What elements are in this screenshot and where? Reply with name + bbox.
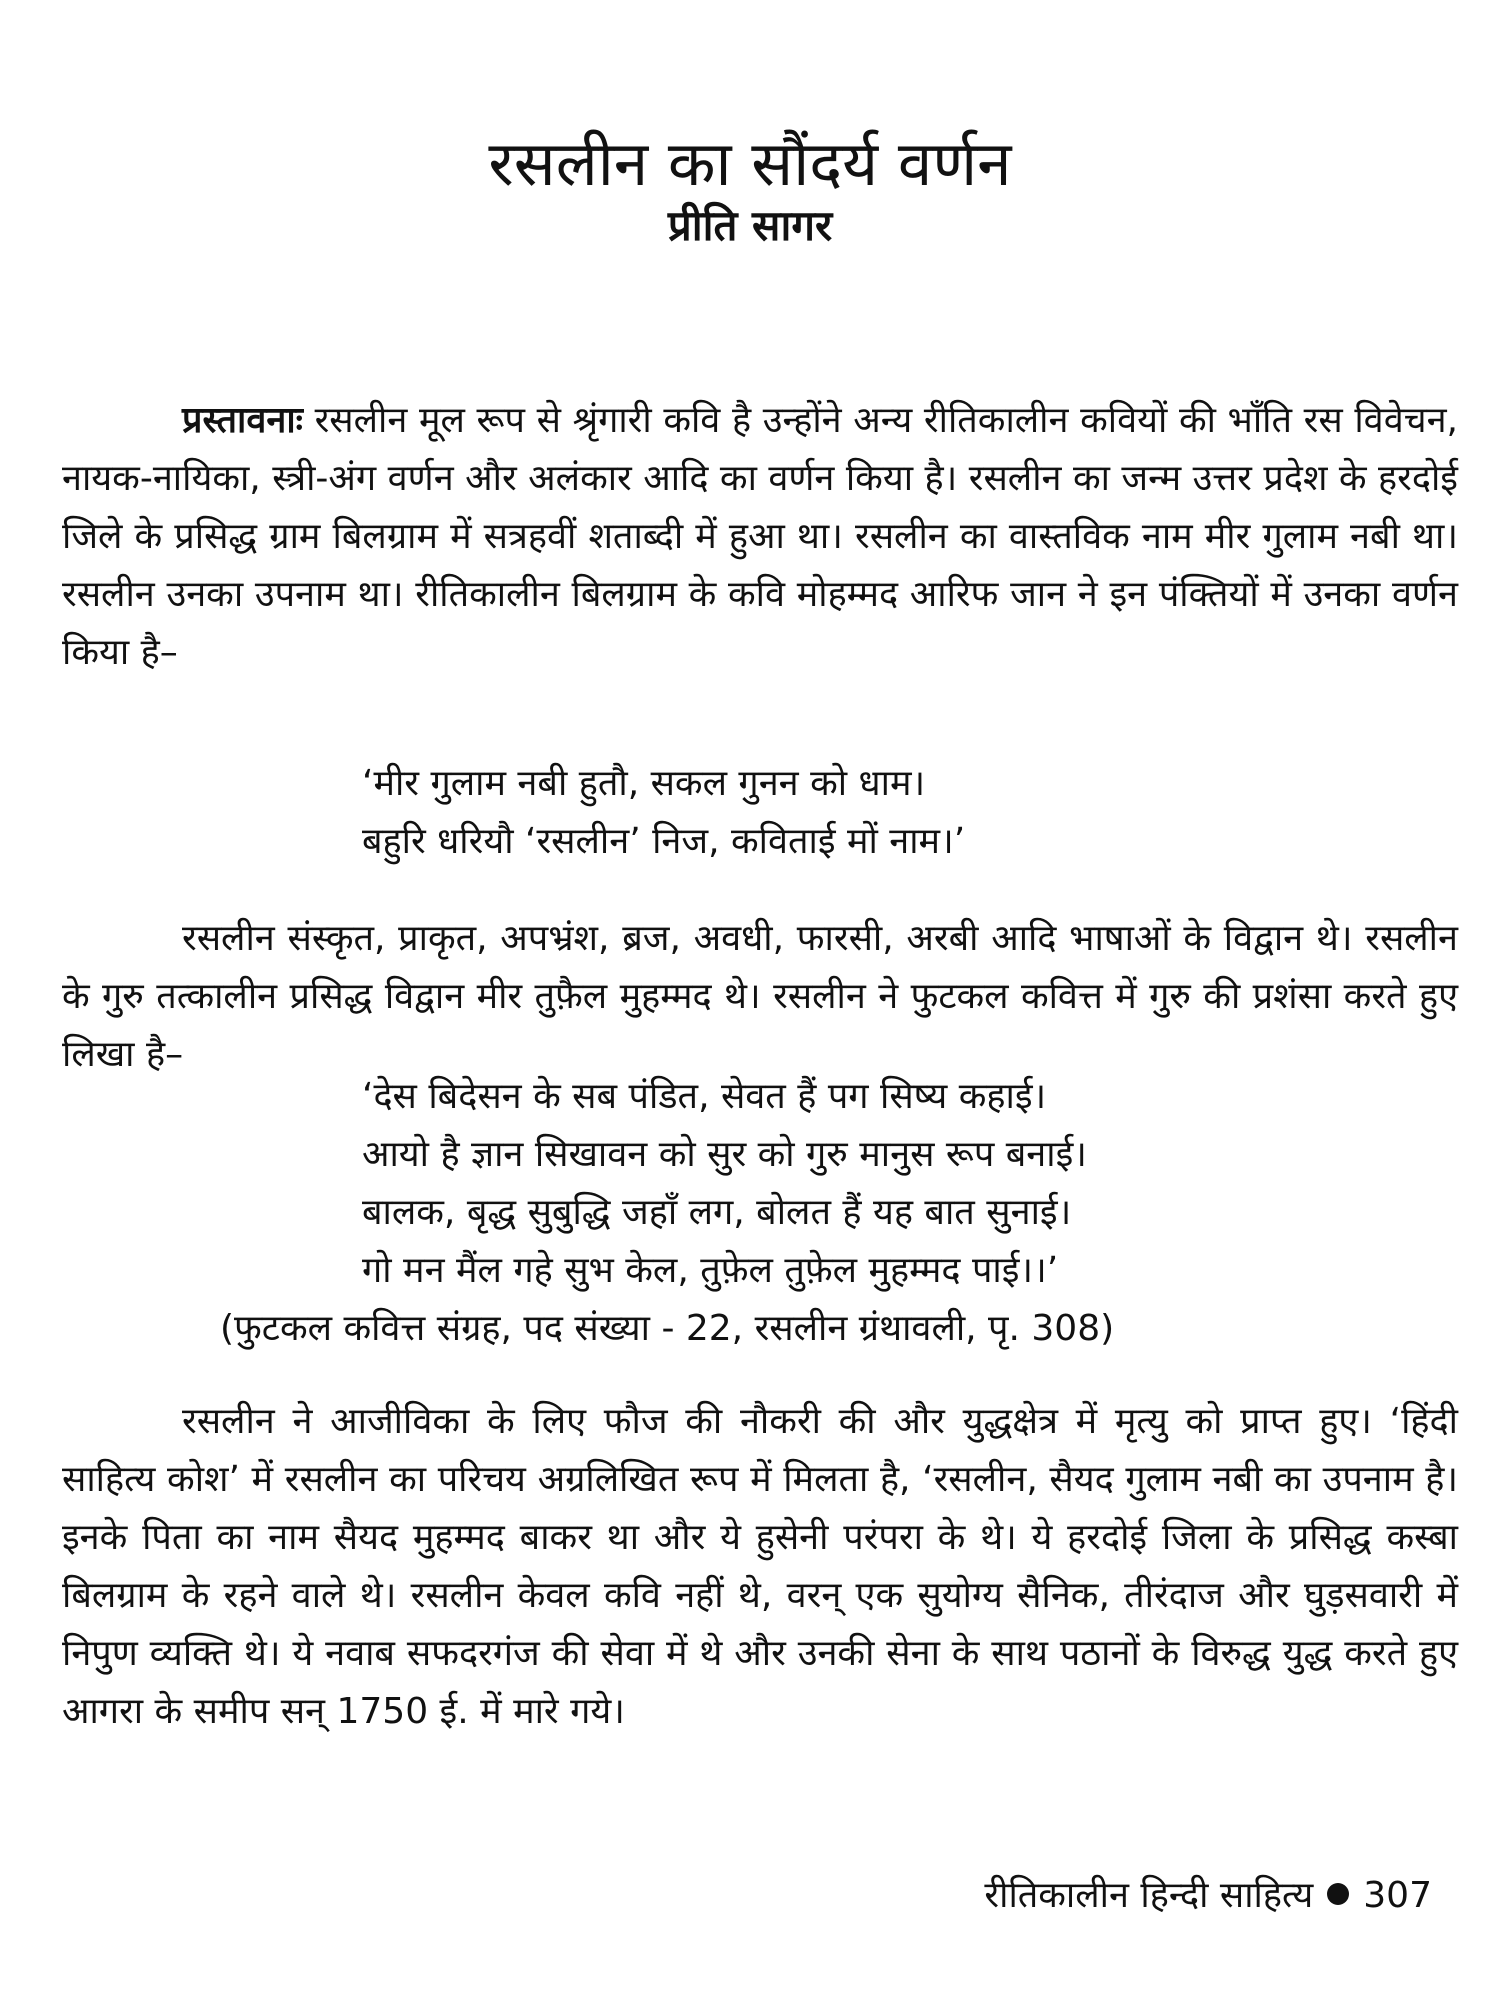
bullet-icon (1327, 1883, 1349, 1905)
paragraph-introduction (62, 392, 1458, 682)
verse-line: बहुरि धरियौ ‘रसलीन’ निज, कविताई मों नाम।’ (362, 821, 966, 862)
verse-block-1 (362, 755, 965, 871)
paragraph-scholar: रसलीन संस्कृत, प्राकृत, अपभ्रंश, ब्रज, अवधी, फारसी, अरबी आदि भाषाओं के विद्वान थे। रसलीन के गुरु तत्कालीन प्रसिद्ध विद्वान मीर तुफ़ैल मुहम्मद थे। रसलीन ने फुटकल कवित्त में गुरु की प्रशंसा करते हुए लिखा है– (62, 918, 1458, 1075)
page-footer (984, 1872, 1432, 1920)
page-number: 307 (1363, 1875, 1432, 1916)
verse-line: आयो है ज्ञान सिखावन को सुर को गुरु मानुस रूप बनाई। (362, 1134, 1087, 1175)
author-name: प्रीति सागर (667, 201, 833, 250)
paragraph-biography: रसलीन ने आजीविका के लिए फौज की नौकरी की और युद्धक्षेत्र में मृत्यु को प्राप्त हुए। ‘हिंदी साहित्य कोश’ में रसलीन का परिचय अग्रलिखित रूप में मिलता है, ‘रसलीन, सैयद गुलाम नबी का उपनाम है। इनके पिता का नाम सैयद मुहम्मद बाकर था और ये हुसेनी परंपरा के थे। ये हरदोई जिला के प्रसिद्ध कस्बा बिलग्राम के रहने वाले थे। रसलीन केवल कवि नहीं थे, वरन् एक सुयोग्य सैनिक, तीरंदाज और घुड़सवारी में निपुण व्यक्ति थे। ये नवाब सफदरगंज की सेवा में थे और उनकी सेना के साथ पठानों के विरुद्ध युद्ध करते हुए आगरा के समीप सन् 1750 ई. में मारे गये। (62, 1401, 1458, 1732)
page-title: रसलीन का सौंदर्य वर्णन (488, 126, 1012, 200)
verse-line: बालक, बृद्ध सुबुद्धि जहाँ लग, बोलत हैं यह बात सुनाई। (362, 1192, 1072, 1233)
intro-text: रसलीन मूल रूप से श्रृंगारी कवि है उन्होंने अन्य रीतिकालीन कवियों की भाँति रस विवेचन, नायक-नायिका, स्त्री-अंग वर्णन और अलंकार आदि का वर्णन किया है। रसलीन का जन्म उत्तर प्रदेश के हरदोई जिले के प्रसिद्ध ग्राम बिलग्राम में सत्रहवीं शताब्दी में हुआ था। रसलीन का वास्तविक नाम मीर गुलाम नबी था। रसलीन उनका उपनाम था। रीतिकालीन बिलग्राम के कवि मोहम्मद आरिफ जान ने इन पंक्तियों में उनका वर्णन किया है– (62, 400, 1458, 673)
verse-line: ‘देस बिदेसन के सब पंडित, सेवत हैं पग सिष्य कहाई। (362, 1076, 1047, 1117)
verse-citation: (फुटकल कवित्त संग्रह, पद संख्या - 22, रसलीन ग्रंथावली, पृ. 308) (220, 1308, 1115, 1349)
verse-block-2 (362, 1068, 1087, 1300)
verse-line: गो मन मैंल गहे सुभ केल, तुफ़ेल तुफ़ेल मुहम्मद पाई।।’ (362, 1250, 1059, 1291)
verse-line: ‘मीर गुलाम नबी हुतौ, सकल गुनन को धाम। (362, 763, 926, 804)
intro-label: प्रस्तावनाः (182, 400, 303, 441)
running-book-title: रीतिकालीन हिन्दी साहित्य (984, 1875, 1314, 1916)
